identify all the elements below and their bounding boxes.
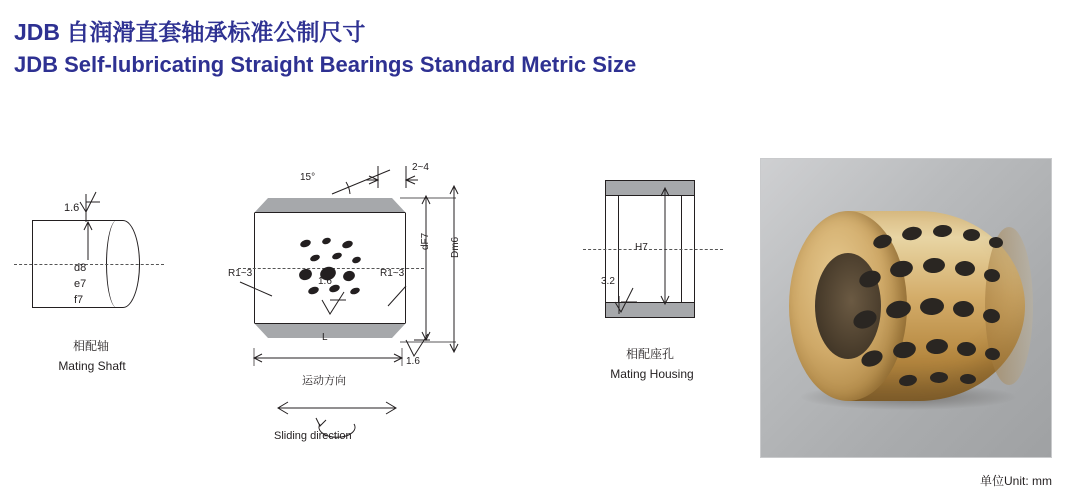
graphite-plug — [984, 347, 1001, 361]
graphite-dot — [351, 256, 362, 265]
shaft-roughness-symbol — [56, 180, 98, 220]
graphite-plug — [983, 268, 1001, 283]
bore-roughness-symbol — [316, 290, 362, 324]
graphite-plug — [989, 237, 1004, 249]
bearing-wall-bottom — [254, 323, 406, 338]
housing-bore-label: H7 — [635, 242, 648, 253]
radius-right-label: R1~3 — [380, 268, 405, 279]
figure-bearing-section — [230, 150, 500, 450]
figure-mating-shaft — [14, 150, 194, 410]
sliding-direction-zh: 运动方向 — [302, 375, 346, 387]
housing-roughness-value: 3.2 — [601, 276, 615, 287]
outer-roughness-value: 1.6 — [406, 356, 420, 367]
graphite-dot — [299, 238, 312, 248]
bore-diameter-label: dF7 — [420, 232, 431, 250]
housing-caption-en: Mating Housing — [610, 367, 694, 381]
page-title-zh: JDB 自润滑直套轴承标准公制尺寸 — [14, 19, 366, 45]
radius-right-leader — [380, 282, 424, 308]
length-dimension — [250, 344, 420, 370]
length-label: L — [322, 332, 328, 343]
graphite-dot — [309, 253, 320, 262]
graphite-dot — [298, 267, 314, 282]
graphite-plug — [889, 259, 915, 279]
graphite-plug — [963, 229, 980, 241]
graphite-plug — [871, 232, 893, 250]
graphite-plug — [857, 268, 883, 291]
wall-thickness-label: 2~4 — [412, 162, 429, 173]
graphite-plug — [960, 373, 977, 384]
graphite-dot — [331, 251, 342, 260]
sliding-direction-en: Sliding direction — [274, 430, 352, 442]
graphite-plug — [926, 338, 949, 354]
graphite-plug — [932, 224, 952, 238]
housing-caption-zh: 相配座孔 — [625, 347, 674, 361]
graphite-plug — [898, 374, 918, 388]
graphite-dot — [321, 237, 332, 246]
bearing-extension-lines — [400, 180, 460, 360]
graphite-plug — [923, 257, 946, 273]
unit-note: 单位Unit: mm — [979, 474, 1052, 488]
shaft-tolerance-e7: e7 — [74, 278, 87, 290]
graphite-plug — [901, 225, 923, 242]
graphite-plug — [957, 341, 977, 356]
bore-roughness-value: 1.6 — [318, 276, 332, 287]
shaft-tolerance-leader — [74, 222, 104, 266]
graphite-dot — [341, 239, 354, 249]
shaft-tolerance-d8: d8 — [74, 262, 87, 274]
page-title-en: JDB Self-lubricating Straight Bearings Standard Metric Size — [14, 52, 637, 77]
housing-top-block — [605, 180, 695, 196]
bushing-object — [789, 211, 1025, 401]
graphite-plug — [892, 340, 918, 360]
chamfer-angle-label: 15° — [300, 172, 316, 183]
outer-diameter-label: Dm6 — [450, 236, 461, 258]
figure-mating-housing — [575, 150, 745, 420]
graphite-plug — [885, 299, 913, 321]
graphite-plug — [930, 372, 948, 384]
shaft-roughness-value: 1.6 — [64, 202, 80, 214]
shaft-caption-zh: 相配轴 — [72, 339, 109, 353]
graphite-plug — [919, 297, 944, 316]
graphite-plug — [859, 347, 885, 369]
radius-left-label: R1~3 — [228, 268, 253, 279]
graphite-plug — [952, 300, 974, 317]
graphite-dot — [342, 269, 357, 283]
graphite-plug — [851, 307, 880, 332]
graphite-plug — [982, 308, 1001, 325]
bushing-graphite-plugs — [789, 211, 1025, 401]
radius-left-leader — [232, 276, 276, 302]
product-photo — [760, 158, 1052, 458]
shaft-caption-en: Mating Shaft — [58, 359, 126, 373]
housing-roughness-symbol — [609, 280, 657, 316]
graphite-plug — [955, 261, 976, 277]
shaft-tolerance-f7: f7 — [74, 294, 84, 306]
